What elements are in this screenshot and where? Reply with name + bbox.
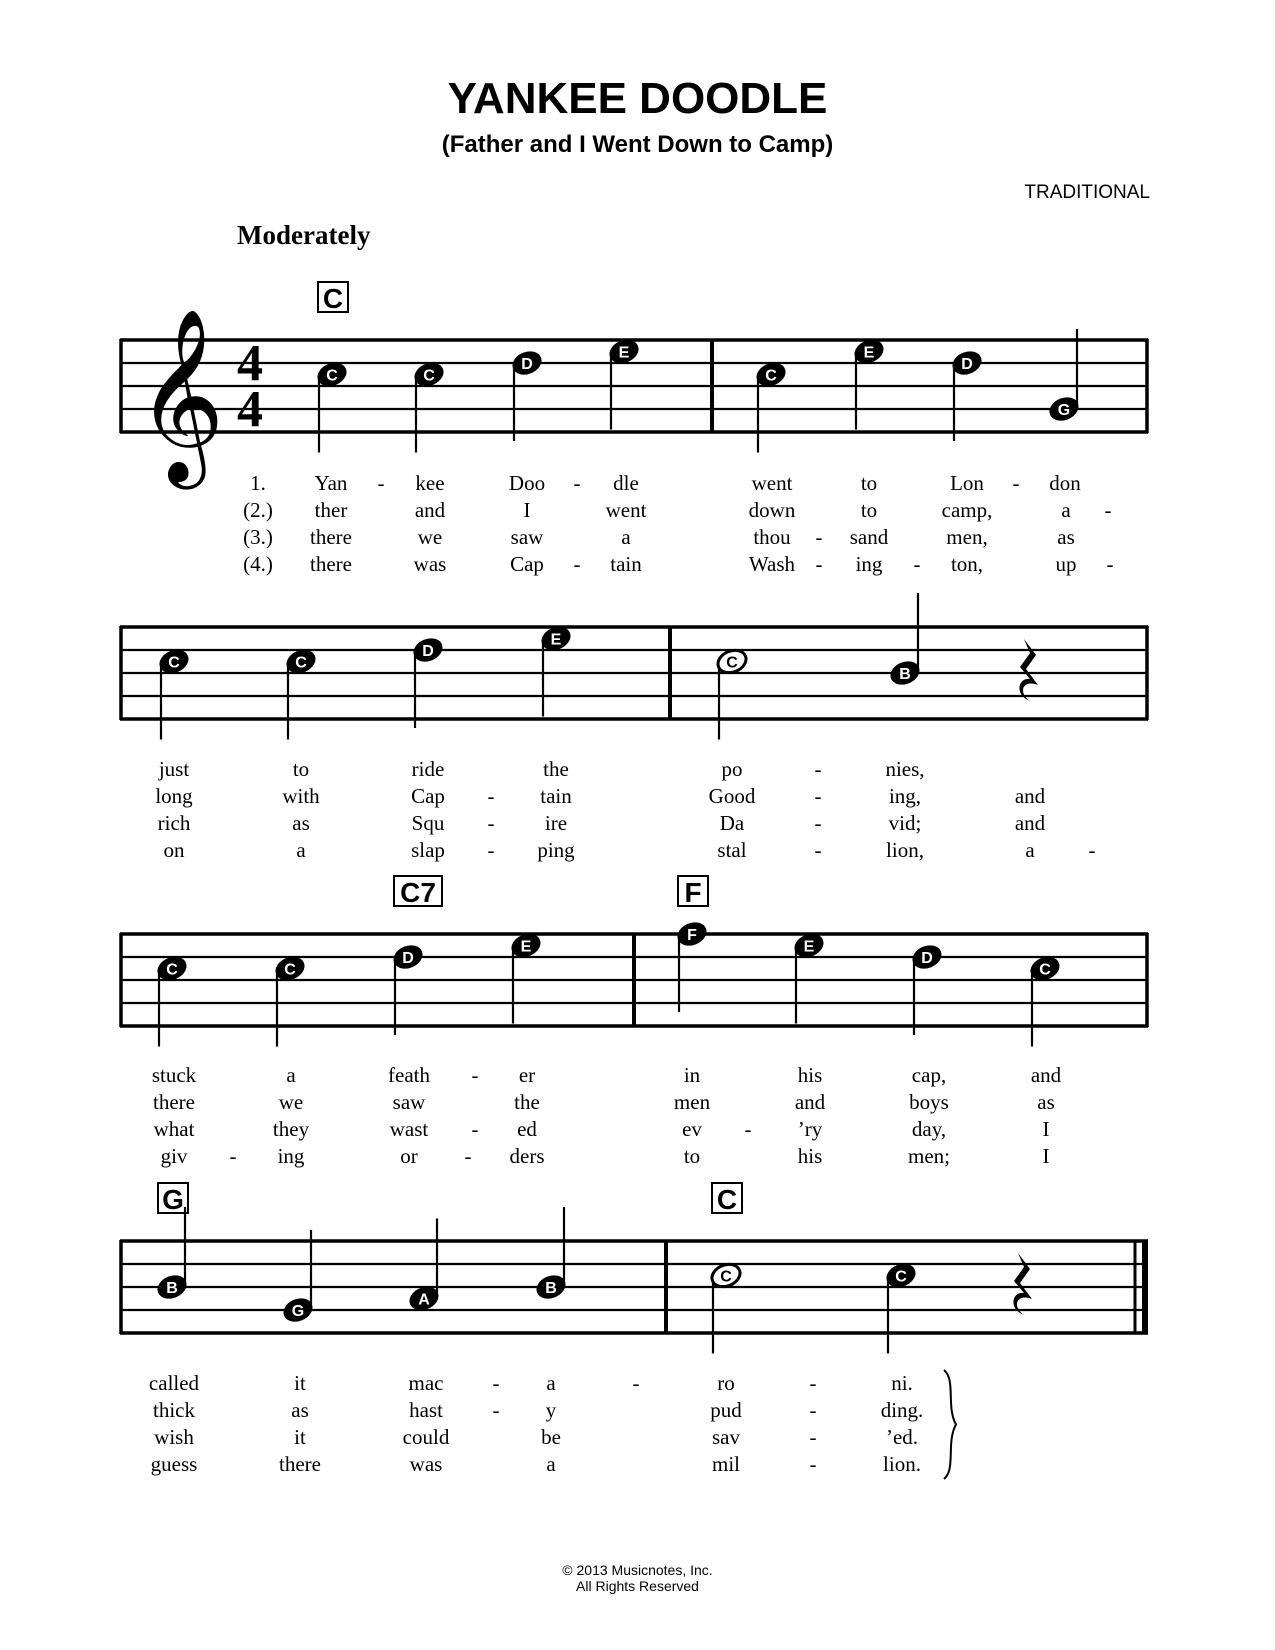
lyric-syllable: boys — [909, 1090, 949, 1114]
lyric-syllable: (3.) — [243, 525, 273, 549]
lyric-syllable: y — [545, 1398, 557, 1422]
note — [675, 919, 710, 1012]
note-name-label: D — [402, 950, 414, 967]
note-name-label: C — [423, 367, 435, 385]
lyric-syllable: Cap — [510, 552, 544, 576]
lyric-syllable: men, — [946, 525, 988, 549]
lyric-syllable: as — [1057, 525, 1075, 549]
lyric-syllable: saw — [392, 1090, 426, 1114]
lyric-syllable: it — [294, 1371, 306, 1395]
lyric-syllable: to — [860, 471, 878, 495]
lyric-syllable: thou — [753, 525, 791, 549]
lyric-syllable: be — [541, 1425, 561, 1449]
note-name-label: A — [418, 1291, 430, 1309]
note — [534, 1207, 569, 1302]
lyric-hyphen: - — [1088, 838, 1096, 862]
lyric-syllable: and — [794, 1090, 826, 1114]
lyric-syllable: wast — [389, 1117, 429, 1141]
lyric-syllable: thick — [153, 1398, 195, 1422]
lyric-syllable: slap — [411, 838, 445, 862]
lyric-hyphen: - — [487, 811, 495, 835]
lyric-syllable: just — [158, 757, 190, 781]
lyric-hyphen: - — [487, 838, 495, 862]
lyric-syllable: dle — [613, 471, 639, 495]
lyric-syllable: Da — [719, 811, 745, 835]
lyric-syllable: and — [414, 498, 446, 522]
song-title: YANKEE DOODLE — [447, 74, 828, 123]
note-name-label: E — [863, 344, 875, 362]
note — [539, 623, 574, 716]
lyric-syllable: Cap — [411, 784, 445, 808]
note — [315, 359, 350, 452]
note-name-label: C — [720, 1268, 732, 1286]
lyric-syllable: stuck — [151, 1063, 197, 1087]
note — [155, 1207, 190, 1302]
lyric-syllable: a — [296, 838, 306, 862]
note — [950, 348, 985, 441]
lyric-hyphen: - — [1106, 552, 1114, 576]
lyric-syllable: in — [683, 1063, 701, 1087]
chord-symbol: C — [716, 1184, 738, 1215]
lyric-syllable: I — [523, 498, 531, 522]
lyric-syllable: a — [546, 1452, 556, 1476]
lyric-syllable: went — [605, 498, 647, 522]
treble-clef-icon: 𝄞 — [136, 308, 225, 482]
note-name-label: D — [961, 356, 973, 373]
note — [852, 336, 887, 429]
note-name-label: C — [168, 654, 180, 672]
note-name-label: D — [921, 950, 933, 967]
lyric-syllable: a — [1061, 498, 1071, 522]
song-subtitle: (Father and I Went Down to Camp) — [441, 131, 834, 158]
note — [157, 646, 192, 739]
lyric-syllable: ed — [517, 1117, 537, 1141]
quarter-rest-icon — [1013, 1253, 1032, 1315]
note-name-label: G — [1057, 402, 1071, 419]
lyric-hyphen: - — [229, 1144, 237, 1168]
note — [884, 1260, 919, 1353]
lyric-syllable: I — [1042, 1117, 1050, 1141]
lyric-hyphen: - — [815, 525, 823, 549]
lyric-syllable: ’ry — [797, 1117, 823, 1141]
note — [411, 635, 446, 728]
lyric-syllable: kee — [415, 471, 445, 495]
lyric-syllable: long — [155, 784, 193, 808]
lyric-syllable: Yan — [314, 471, 348, 495]
note — [715, 646, 750, 739]
lyric-syllable: saw — [510, 525, 544, 549]
lyric-hyphen: - — [471, 1117, 479, 1141]
lyric-hyphen: - — [913, 552, 921, 576]
lyric-syllable: Squ — [411, 811, 445, 835]
lyric-hyphen: - — [471, 1063, 479, 1087]
lyric-syllable: mil — [711, 1452, 741, 1476]
lyric-syllable: went — [751, 471, 793, 495]
lyric-syllable: cap, — [911, 1063, 947, 1087]
note-name-label: D — [521, 356, 533, 373]
lyric-syllable: Good — [708, 784, 756, 808]
chord-symbol: F — [684, 877, 702, 908]
lyric-hyphen: - — [1012, 471, 1020, 495]
lyric-hyphen: - — [809, 1371, 817, 1395]
note-name-label: B — [545, 1280, 557, 1297]
lyric-syllable: a — [286, 1063, 296, 1087]
lyric-syllable: stal — [717, 838, 747, 862]
note-name-label: C — [726, 654, 738, 672]
lyric-syllable: as — [1037, 1090, 1055, 1114]
note-name-label: E — [520, 938, 532, 956]
lyric-syllable: Wash — [748, 552, 796, 576]
lyric-syllable: was — [409, 1452, 443, 1476]
quarter-rest-icon — [1019, 639, 1038, 701]
note-name-label: B — [899, 666, 911, 683]
lyric-hyphen: - — [814, 838, 822, 862]
lyric-syllable: what — [153, 1117, 195, 1141]
lyric-syllable: sav — [712, 1425, 740, 1449]
lyric-syllable: giv — [160, 1144, 188, 1168]
lyric-hyphen: - — [809, 1452, 817, 1476]
lyric-syllable: was — [413, 552, 447, 576]
lyric-syllable: and — [1014, 784, 1046, 808]
note — [391, 942, 426, 1035]
lyric-syllable: lion. — [883, 1452, 921, 1476]
note — [155, 953, 190, 1046]
note-name-label: E — [803, 938, 815, 956]
lyric-syllable: we — [278, 1090, 304, 1114]
staff-system — [120, 876, 1148, 1168]
lyric-syllable: a — [546, 1371, 556, 1395]
note-name-label: B — [166, 1280, 178, 1297]
lyric-syllable: his — [797, 1063, 823, 1087]
lyric-syllable: (4.) — [243, 552, 273, 576]
lyric-syllable: as — [292, 811, 310, 835]
lyric-syllable: er — [518, 1063, 536, 1087]
lyric-syllable: his — [797, 1144, 823, 1168]
lyric-hyphen: - — [573, 552, 581, 576]
lyric-syllable: and — [1014, 811, 1046, 835]
lyric-hyphen: - — [814, 784, 822, 808]
note-name-label: E — [550, 631, 562, 649]
lyric-syllable: rich — [157, 811, 191, 835]
lyric-syllable: we — [417, 525, 443, 549]
note — [709, 1260, 744, 1353]
note — [888, 593, 923, 688]
note — [273, 953, 308, 1046]
lyric-syllable: day, — [911, 1117, 947, 1141]
lyric-syllable: ’ed. — [885, 1425, 919, 1449]
chord-symbol: C7 — [400, 877, 436, 908]
rights-notice: All Rights Reserved — [576, 1578, 699, 1594]
lyric-syllable: nies, — [885, 757, 925, 781]
lyric-syllable: there — [153, 1090, 195, 1114]
note-name-label: C — [166, 961, 178, 979]
staff-system — [120, 593, 1148, 862]
lyric-syllable: lion, — [886, 838, 924, 862]
note-name-label: C — [295, 654, 307, 672]
lyric-syllable: Doo — [508, 471, 546, 495]
lyric-syllable: ing — [277, 1144, 305, 1168]
lyric-syllable: don — [1049, 471, 1081, 495]
lyric-hyphen: - — [492, 1398, 500, 1422]
lyric-syllable: hast — [409, 1398, 443, 1422]
time-signature-numerator: 4 — [237, 335, 263, 392]
note — [754, 359, 789, 452]
lyric-hyphen: - — [632, 1371, 640, 1395]
lyric-syllable: ing — [855, 552, 883, 576]
lyric-syllable: (2.) — [243, 498, 273, 522]
note-name-label: C — [326, 367, 338, 385]
lyric-hyphen: - — [492, 1371, 500, 1395]
lyric-syllable: to — [292, 757, 310, 781]
lyric-syllable: there — [310, 552, 352, 576]
lyric-syllable: camp, — [941, 498, 993, 522]
lyric-syllable: ride — [411, 757, 445, 781]
lyric-hyphen: - — [744, 1117, 752, 1141]
lyric-syllable: po — [721, 757, 743, 781]
lyric-syllable: ev — [682, 1117, 702, 1141]
note-name-label: G — [291, 1303, 305, 1320]
lyric-syllable: tain — [610, 552, 642, 576]
note — [412, 359, 447, 452]
lyric-syllable: up — [1055, 552, 1077, 576]
lyric-hyphen: - — [573, 471, 581, 495]
note-name-label: C — [1039, 961, 1051, 979]
staff-system — [120, 1183, 1148, 1479]
lyric-syllable: mac — [408, 1371, 444, 1395]
note-name-label: E — [618, 344, 630, 362]
verse-brace-icon — [944, 1370, 956, 1479]
lyric-syllable: the — [543, 757, 569, 781]
lyric-syllable: there — [310, 525, 352, 549]
lyric-syllable: ro — [717, 1371, 735, 1395]
lyric-syllable: Lon — [950, 471, 984, 495]
note — [1028, 953, 1063, 1046]
lyric-syllable: to — [860, 498, 878, 522]
note — [281, 1230, 316, 1325]
lyric-hyphen: - — [1104, 498, 1112, 522]
lyric-syllable: or — [400, 1144, 418, 1168]
note — [509, 930, 544, 1023]
note-name-label: C — [765, 367, 777, 385]
note-name-label: C — [895, 1268, 907, 1286]
note — [510, 348, 545, 441]
lyric-syllable: ping — [537, 838, 575, 862]
lyric-syllable: wish — [154, 1425, 194, 1449]
note — [284, 646, 319, 739]
lyric-syllable: ire — [544, 811, 568, 835]
lyric-syllable: ton, — [950, 552, 984, 576]
lyric-syllable: ding. — [880, 1398, 924, 1422]
lyric-syllable: a — [1025, 838, 1035, 862]
chord-symbol: C — [322, 283, 344, 314]
lyric-hyphen: - — [809, 1398, 817, 1422]
lyric-hyphen: - — [814, 757, 822, 781]
lyric-syllable: the — [514, 1090, 540, 1114]
lyric-syllable: and — [1030, 1063, 1062, 1087]
lyric-syllable: feath — [388, 1063, 430, 1087]
lyric-syllable: to — [683, 1144, 701, 1168]
lyric-syllable: tain — [540, 784, 572, 808]
note — [407, 1219, 442, 1314]
lyric-hyphen: - — [809, 1425, 817, 1449]
lyric-syllable: a — [621, 525, 631, 549]
lyric-syllable: 1. — [250, 471, 266, 495]
lyric-syllable: ni. — [891, 1371, 913, 1395]
lyric-syllable: on — [163, 838, 185, 862]
lyric-hyphen: - — [815, 552, 823, 576]
lyric-syllable: ders — [509, 1144, 545, 1168]
lyric-syllable: ther — [314, 498, 348, 522]
note — [1047, 329, 1082, 424]
lyric-syllable: there — [279, 1452, 321, 1476]
copyright-notice: © 2013 Musicnotes, Inc. — [562, 1562, 713, 1578]
lyric-syllable: down — [748, 498, 796, 522]
footer — [0, 1562, 1275, 1594]
staff-system — [120, 282, 1148, 576]
lyric-hyphen: - — [377, 471, 385, 495]
lyric-syllable: vid; — [888, 811, 922, 835]
lyric-syllable: could — [402, 1425, 450, 1449]
note — [607, 336, 642, 429]
note-name-label: F — [687, 927, 697, 944]
lyric-hyphen: - — [814, 811, 822, 835]
lyric-syllable: it — [294, 1425, 306, 1449]
lyric-syllable: I — [1042, 1144, 1050, 1168]
lyric-hyphen: - — [464, 1144, 472, 1168]
note-name-label: D — [422, 643, 434, 660]
lyric-syllable: men; — [908, 1144, 950, 1168]
time-signature-denominator: 4 — [237, 381, 263, 438]
lyric-syllable: guess — [150, 1452, 198, 1476]
lyric-syllable: called — [148, 1371, 200, 1395]
lyric-syllable: pud — [710, 1398, 742, 1422]
lyric-syllable: sand — [849, 525, 889, 549]
lyric-hyphen: - — [487, 784, 495, 808]
chord-symbol: G — [162, 1184, 184, 1215]
lyric-syllable: ing, — [888, 784, 922, 808]
tempo-marking: Moderately — [237, 220, 371, 250]
lyric-syllable: with — [282, 784, 320, 808]
lyric-syllable: men — [673, 1090, 711, 1114]
note — [910, 942, 945, 1035]
note-name-label: C — [284, 961, 296, 979]
note — [792, 930, 827, 1023]
lyric-syllable: as — [291, 1398, 309, 1422]
lyric-syllable: they — [272, 1117, 310, 1141]
composer-credit: TRADITIONAL — [1024, 182, 1150, 203]
